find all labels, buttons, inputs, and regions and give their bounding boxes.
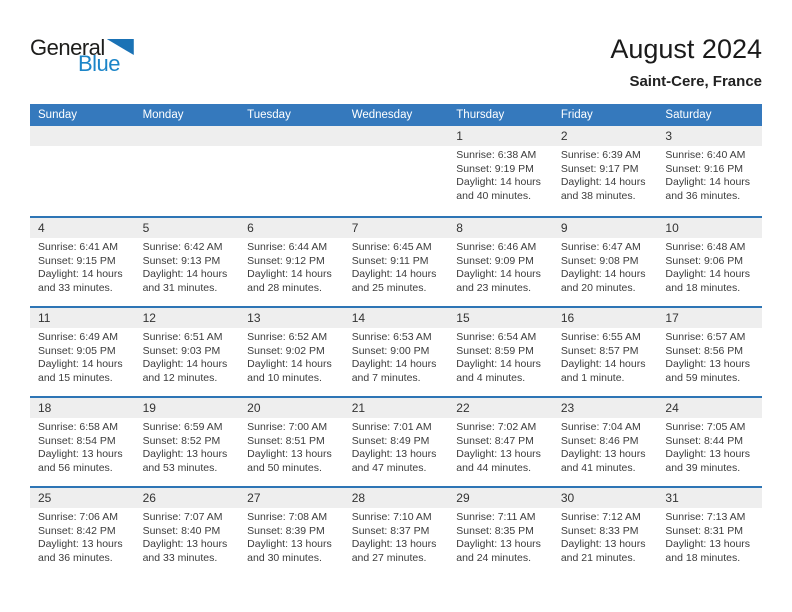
day-cell bbox=[448, 308, 553, 396]
day-info bbox=[665, 149, 754, 203]
day-info-line: Daylight: 13 hours bbox=[351, 448, 437, 460]
day-info-line: Daylight: 14 hours bbox=[142, 268, 228, 280]
day-info-line: Sunset: 9:12 PM bbox=[247, 254, 325, 267]
day-info-line: Sunset: 9:19 PM bbox=[456, 162, 534, 175]
day-header-wednesday: Wednesday bbox=[351, 109, 413, 121]
day-info-line: and 18 minutes. bbox=[665, 281, 741, 294]
week-row bbox=[30, 396, 762, 486]
logo-text-general: General bbox=[30, 35, 105, 60]
day-info-line: Sunrise: 6:44 AM bbox=[247, 241, 328, 253]
day-number: 25 bbox=[38, 491, 52, 505]
day-cell bbox=[344, 218, 449, 306]
day-cell bbox=[553, 488, 658, 576]
day-number: 9 bbox=[560, 221, 568, 235]
day-header-row bbox=[30, 104, 762, 126]
page-title: August 2024 bbox=[610, 34, 762, 64]
day-info-line: Sunrise: 6:55 AM bbox=[560, 331, 641, 343]
calendar-weeks bbox=[30, 126, 762, 576]
day-info-line: Daylight: 13 hours bbox=[247, 538, 332, 550]
day-header-friday: Friday bbox=[560, 109, 593, 121]
day-cell bbox=[553, 398, 658, 486]
day-info-line: Sunrise: 6:39 AM bbox=[560, 149, 641, 161]
day-number: 17 bbox=[665, 311, 679, 325]
day-info-line: Sunrise: 7:04 AM bbox=[560, 421, 641, 433]
day-info-line: Sunrise: 7:12 AM bbox=[560, 511, 641, 523]
day-number: 3 bbox=[665, 129, 673, 143]
day-info-line: Sunset: 8:56 PM bbox=[665, 344, 744, 357]
day-info-line: and 20 minutes. bbox=[560, 281, 636, 294]
day-number: 26 bbox=[142, 491, 156, 505]
day-info-line: Sunrise: 6:54 AM bbox=[456, 331, 537, 343]
day-info-line: Sunset: 9:02 PM bbox=[247, 344, 325, 357]
week-row bbox=[30, 216, 762, 306]
day-info-line: and 12 minutes. bbox=[142, 371, 218, 384]
day-info-line: Daylight: 14 hours bbox=[247, 268, 332, 280]
empty-cell bbox=[30, 126, 135, 216]
day-info-line: and 7 minutes. bbox=[351, 371, 421, 384]
location-subtitle: Saint-Cere, France bbox=[629, 73, 762, 90]
day-number: 14 bbox=[351, 311, 366, 325]
day-info-line: and 30 minutes. bbox=[247, 551, 322, 564]
day-header-saturday: Saturday bbox=[665, 109, 712, 121]
day-cell bbox=[344, 308, 449, 396]
day-info bbox=[352, 421, 441, 475]
day-info-line: and 50 minutes. bbox=[247, 461, 322, 474]
day-cell bbox=[135, 308, 240, 396]
day-info-line: and 36 minutes. bbox=[38, 551, 113, 564]
day-info-line: Daylight: 14 hours bbox=[351, 358, 437, 370]
day-info-line: Sunrise: 6:40 AM bbox=[665, 149, 746, 161]
day-info bbox=[456, 511, 545, 565]
day-info-line: Sunrise: 7:06 AM bbox=[38, 511, 118, 523]
day-info bbox=[247, 421, 336, 475]
day-info-line: Daylight: 13 hours bbox=[665, 538, 751, 550]
day-info-line: Sunrise: 7:07 AM bbox=[142, 511, 223, 523]
day-info-line: and 25 minutes. bbox=[351, 281, 427, 294]
day-info-line: Daylight: 13 hours bbox=[665, 448, 751, 460]
day-info bbox=[665, 331, 754, 385]
day-info bbox=[456, 241, 545, 295]
day-info bbox=[561, 241, 650, 295]
day-info-line: and 33 minutes. bbox=[142, 551, 218, 564]
day-info bbox=[561, 149, 650, 203]
day-info-line: Daylight: 13 hours bbox=[351, 538, 437, 550]
day-info-line: Daylight: 14 hours bbox=[38, 358, 123, 370]
day-info-line: Daylight: 13 hours bbox=[142, 448, 228, 460]
day-info-line: Daylight: 14 hours bbox=[456, 268, 541, 280]
day-cell bbox=[657, 308, 762, 396]
day-info bbox=[561, 421, 650, 475]
day-info-line: Sunset: 9:03 PM bbox=[142, 344, 221, 357]
day-info-line: Sunrise: 6:38 AM bbox=[456, 149, 537, 161]
day-header-tuesday: Tuesday bbox=[247, 109, 291, 121]
day-cell bbox=[30, 308, 135, 396]
day-info-line: Sunset: 8:42 PM bbox=[38, 524, 116, 537]
day-info-line: Sunrise: 6:57 AM bbox=[665, 331, 746, 343]
day-number: 10 bbox=[665, 221, 679, 235]
day-info-line: Sunrise: 6:59 AM bbox=[142, 421, 223, 433]
day-info-line: Daylight: 13 hours bbox=[456, 538, 541, 550]
day-cell bbox=[448, 218, 553, 306]
day-info bbox=[143, 331, 232, 385]
day-info-line: Daylight: 14 hours bbox=[560, 176, 646, 188]
day-cell bbox=[239, 308, 344, 396]
day-cell bbox=[135, 488, 240, 576]
day-number: 2 bbox=[560, 129, 568, 143]
day-info-line: Daylight: 14 hours bbox=[142, 358, 228, 370]
day-info-line: Daylight: 13 hours bbox=[456, 448, 541, 460]
day-info-line: and 53 minutes. bbox=[142, 461, 218, 474]
empty-cell bbox=[135, 126, 240, 216]
day-info bbox=[456, 331, 545, 385]
day-info-line: Sunset: 8:57 PM bbox=[560, 344, 639, 357]
day-number: 22 bbox=[456, 401, 470, 415]
day-info-line: Daylight: 13 hours bbox=[142, 538, 228, 550]
day-info-line: Sunrise: 7:10 AM bbox=[351, 511, 432, 523]
day-info bbox=[38, 511, 127, 565]
day-info-line: and 4 minutes. bbox=[456, 371, 526, 384]
day-info-line: Sunset: 9:11 PM bbox=[351, 254, 429, 267]
day-info-line: and 44 minutes. bbox=[456, 461, 531, 474]
day-info-line: Sunset: 8:39 PM bbox=[247, 524, 325, 537]
day-number: 23 bbox=[560, 401, 575, 415]
week-row bbox=[30, 306, 762, 396]
day-info-line: Sunset: 9:00 PM bbox=[351, 344, 430, 357]
day-cell bbox=[553, 218, 658, 306]
week-row bbox=[30, 126, 762, 216]
day-cell bbox=[657, 488, 762, 576]
day-number: 15 bbox=[456, 311, 470, 325]
day-info bbox=[456, 149, 545, 203]
day-info-line: Sunrise: 6:53 AM bbox=[351, 331, 432, 343]
day-info-line: and 21 minutes. bbox=[560, 551, 636, 564]
day-cell bbox=[30, 398, 135, 486]
day-info-line: Daylight: 14 hours bbox=[665, 268, 751, 280]
day-info-line: Daylight: 14 hours bbox=[247, 358, 332, 370]
day-cell bbox=[239, 218, 344, 306]
day-info-line: and 56 minutes. bbox=[38, 461, 113, 474]
day-info-line: Sunset: 8:52 PM bbox=[142, 434, 221, 447]
day-info-line: Daylight: 14 hours bbox=[665, 176, 751, 188]
day-info-line: Daylight: 14 hours bbox=[456, 176, 541, 188]
day-number: 16 bbox=[560, 311, 575, 325]
week-row bbox=[30, 486, 762, 576]
day-info bbox=[143, 511, 232, 565]
day-info bbox=[38, 241, 127, 295]
day-info-line: Daylight: 13 hours bbox=[560, 448, 646, 460]
day-header-sunday: Sunday bbox=[38, 109, 78, 121]
day-info-line: Sunrise: 6:42 AM bbox=[142, 241, 223, 253]
day-number: 20 bbox=[247, 401, 261, 415]
day-info-line: Sunset: 8:40 PM bbox=[142, 524, 221, 537]
day-info-line: Sunrise: 6:41 AM bbox=[38, 241, 118, 253]
day-info-line: Sunset: 8:33 PM bbox=[560, 524, 639, 537]
day-header-monday: Monday bbox=[142, 109, 184, 121]
day-info-line: Sunset: 8:31 PM bbox=[665, 524, 744, 537]
day-cell bbox=[657, 398, 762, 486]
day-info-line: and 59 minutes. bbox=[665, 371, 741, 384]
day-info-line: Sunrise: 7:02 AM bbox=[456, 421, 537, 433]
day-info-line: Sunset: 8:47 PM bbox=[456, 434, 534, 447]
day-number: 7 bbox=[351, 221, 359, 235]
day-info bbox=[561, 331, 650, 385]
day-cell bbox=[657, 218, 762, 306]
day-info-line: and 23 minutes. bbox=[456, 281, 531, 294]
day-info-line: Sunrise: 7:13 AM bbox=[665, 511, 746, 523]
day-cell bbox=[344, 488, 449, 576]
day-info-line: Sunset: 8:44 PM bbox=[665, 434, 744, 447]
title-block bbox=[362, 34, 762, 90]
day-info-line: and 24 minutes. bbox=[456, 551, 531, 564]
day-info-line: Daylight: 13 hours bbox=[38, 538, 123, 550]
day-number: 8 bbox=[456, 221, 463, 235]
day-header-thursday: Thursday bbox=[456, 109, 505, 121]
day-info-line: and 47 minutes. bbox=[351, 461, 427, 474]
day-info-line: Sunset: 9:16 PM bbox=[665, 162, 744, 175]
day-info-line: Sunset: 8:46 PM bbox=[560, 434, 639, 447]
day-info-line: Daylight: 13 hours bbox=[247, 448, 332, 460]
day-info-line: Daylight: 14 hours bbox=[560, 358, 646, 370]
day-cell bbox=[239, 398, 344, 486]
day-number: 19 bbox=[142, 401, 156, 415]
day-info-line: and 27 minutes. bbox=[351, 551, 427, 564]
day-number: 30 bbox=[560, 491, 575, 505]
day-info-line: Sunrise: 6:52 AM bbox=[247, 331, 328, 343]
day-info bbox=[561, 511, 650, 565]
day-info bbox=[247, 511, 336, 565]
day-info bbox=[352, 511, 441, 565]
day-info bbox=[38, 421, 127, 475]
day-info bbox=[247, 331, 336, 385]
day-number: 18 bbox=[38, 401, 52, 415]
day-number: 1 bbox=[456, 129, 463, 143]
day-info-line: Daylight: 14 hours bbox=[38, 268, 123, 280]
day-info-line: and 38 minutes. bbox=[560, 189, 636, 202]
day-number: 6 bbox=[247, 221, 254, 235]
day-cell bbox=[239, 488, 344, 576]
day-info-line: Sunrise: 6:51 AM bbox=[142, 331, 223, 343]
day-number: 5 bbox=[142, 221, 150, 235]
empty-cell bbox=[344, 126, 449, 216]
day-cell bbox=[448, 488, 553, 576]
day-info-line: Sunset: 8:59 PM bbox=[456, 344, 534, 357]
calendar-grid bbox=[30, 104, 762, 576]
day-number: 29 bbox=[456, 491, 470, 505]
day-info-line: Sunrise: 6:46 AM bbox=[456, 241, 537, 253]
day-cell bbox=[135, 218, 240, 306]
day-info bbox=[143, 421, 232, 475]
day-info-line: and 28 minutes. bbox=[247, 281, 322, 294]
day-info-line: and 39 minutes. bbox=[665, 461, 741, 474]
day-info-line: and 1 minute. bbox=[560, 371, 625, 384]
day-info bbox=[665, 511, 754, 565]
day-info-line: and 33 minutes. bbox=[38, 281, 113, 294]
day-info-line: Sunset: 8:54 PM bbox=[38, 434, 116, 447]
day-info-line: Sunset: 9:13 PM bbox=[142, 254, 221, 267]
day-number: 21 bbox=[351, 401, 366, 415]
day-cell bbox=[448, 398, 553, 486]
day-info-line: Sunrise: 7:01 AM bbox=[351, 421, 432, 433]
day-info-line: Sunrise: 6:49 AM bbox=[38, 331, 118, 343]
day-info-line: Daylight: 14 hours bbox=[456, 358, 541, 370]
day-cell bbox=[30, 218, 135, 306]
day-info-line: Sunrise: 7:05 AM bbox=[665, 421, 746, 433]
day-info-line: Daylight: 13 hours bbox=[560, 538, 646, 550]
day-cell bbox=[30, 488, 135, 576]
day-info bbox=[665, 241, 754, 295]
day-info bbox=[456, 421, 545, 475]
day-number: 24 bbox=[665, 401, 679, 415]
day-info-line: Sunrise: 7:11 AM bbox=[456, 511, 536, 523]
day-info-line: Daylight: 13 hours bbox=[38, 448, 123, 460]
day-info-line: Sunset: 8:51 PM bbox=[247, 434, 325, 447]
day-info-line: and 41 minutes. bbox=[560, 461, 636, 474]
day-info-line: Sunrise: 6:47 AM bbox=[560, 241, 641, 253]
empty-cell bbox=[239, 126, 344, 216]
day-info-line: Sunset: 9:17 PM bbox=[560, 162, 639, 175]
day-info-line: and 31 minutes. bbox=[142, 281, 218, 294]
day-number: 12 bbox=[142, 311, 156, 325]
day-info bbox=[665, 421, 754, 475]
day-info-line: and 10 minutes. bbox=[247, 371, 322, 384]
day-info bbox=[38, 331, 127, 385]
day-cell bbox=[344, 398, 449, 486]
day-cell bbox=[553, 126, 658, 216]
day-info-line: Sunset: 8:37 PM bbox=[351, 524, 430, 537]
day-info-line: Sunset: 8:35 PM bbox=[456, 524, 534, 537]
day-info-line: Sunset: 9:08 PM bbox=[560, 254, 639, 267]
day-info-line: and 36 minutes. bbox=[665, 189, 741, 202]
day-info-line: Sunset: 8:49 PM bbox=[351, 434, 430, 447]
day-info-line: Sunrise: 6:45 AM bbox=[351, 241, 432, 253]
general-blue-logo bbox=[30, 35, 170, 76]
day-cell bbox=[657, 126, 762, 216]
day-info-line: Sunrise: 7:00 AM bbox=[247, 421, 328, 433]
day-info bbox=[352, 331, 441, 385]
day-info-line: and 15 minutes. bbox=[38, 371, 113, 384]
day-number: 11 bbox=[38, 311, 51, 325]
day-cell bbox=[448, 126, 553, 216]
day-number: 28 bbox=[351, 491, 366, 505]
day-info-line: Sunset: 9:05 PM bbox=[38, 344, 116, 357]
logo-text-blue: Blue bbox=[78, 51, 121, 76]
day-info-line: Sunrise: 6:48 AM bbox=[665, 241, 746, 253]
day-info-line: Sunset: 9:09 PM bbox=[456, 254, 534, 267]
day-info bbox=[247, 241, 336, 295]
day-number: 4 bbox=[38, 221, 45, 235]
day-cell bbox=[135, 398, 240, 486]
day-info bbox=[352, 241, 441, 295]
day-number: 13 bbox=[247, 311, 261, 325]
day-info-line: Sunset: 9:06 PM bbox=[665, 254, 744, 267]
day-info-line: Daylight: 14 hours bbox=[351, 268, 437, 280]
day-number: 31 bbox=[665, 491, 679, 505]
day-info-line: Sunrise: 6:58 AM bbox=[38, 421, 118, 433]
day-info-line: Daylight: 14 hours bbox=[560, 268, 646, 280]
day-info bbox=[143, 241, 232, 295]
day-info-line: and 40 minutes. bbox=[456, 189, 531, 202]
day-number: 27 bbox=[247, 491, 261, 505]
day-info-line: Daylight: 13 hours bbox=[665, 358, 751, 370]
day-info-line: and 18 minutes. bbox=[665, 551, 741, 564]
day-cell bbox=[553, 308, 658, 396]
day-info-line: Sunrise: 7:08 AM bbox=[247, 511, 328, 523]
day-info-line: Sunset: 9:15 PM bbox=[38, 254, 116, 267]
